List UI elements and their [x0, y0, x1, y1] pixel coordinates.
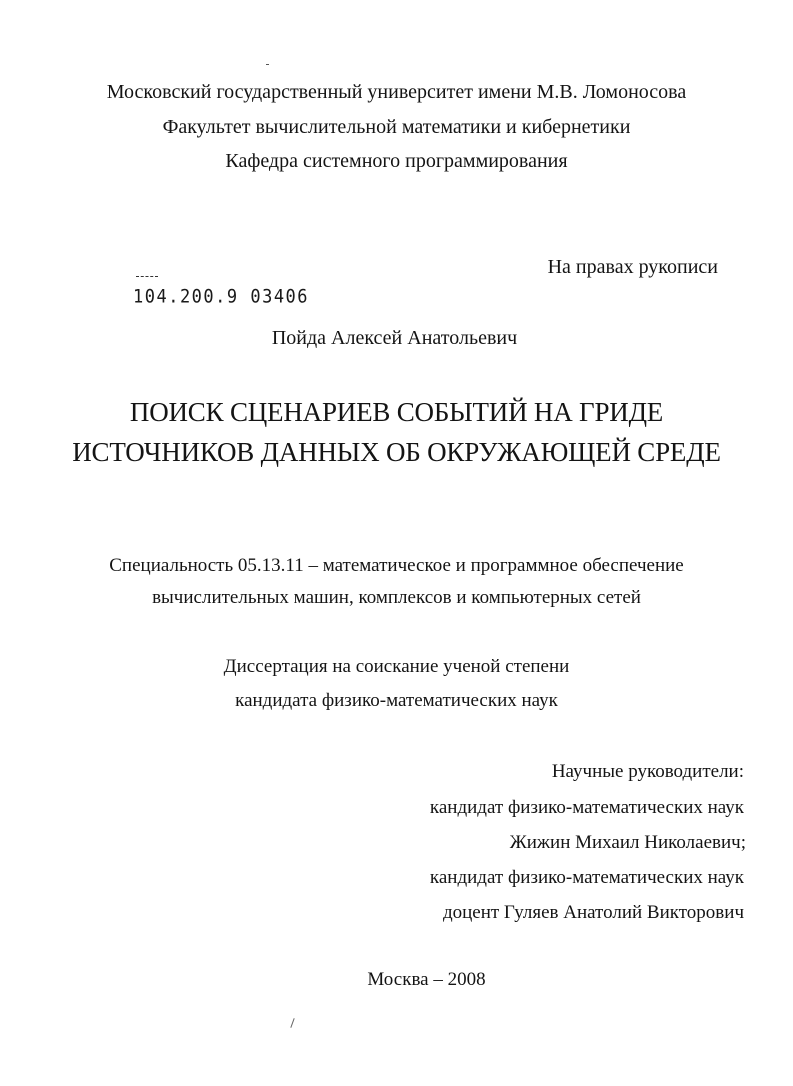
catalog-stamp: 104.200.9 03406 [133, 285, 310, 308]
scan-speck [266, 64, 269, 65]
author-name: Пойда Алексей Анатольевич [271, 327, 518, 349]
supervisor1-name: Жижин Михаил Николаевич; [509, 832, 746, 853]
stamp-mark [136, 276, 158, 279]
university-name: Московский государственный университет имени М.В. Ломоносова [106, 81, 687, 103]
specialty-line1: Специальность 05.13.11 – математическое и программное обеспечение [109, 555, 684, 576]
department-name: Кафедра системного программирования [225, 150, 568, 172]
thesis-title-line2: ИСТОЧНИКОВ ДАННЫХ ОБ ОКРУЖАЮЩЕЙ СРЕДЕ [72, 437, 721, 467]
manuscript-note: На правах рукописи [547, 256, 718, 278]
place-year: Москва – 2008 [367, 969, 486, 990]
degree-line1: Диссертация на соискание ученой степени [223, 656, 570, 677]
faculty-name: Факультет вычислительной математики и кибернетики [162, 116, 631, 138]
thesis-title-line1: ПОИСК СЦЕНАРИЕВ СОБЫТИЙ НА ГРИДЕ [129, 397, 664, 427]
specialty-line2: вычислительных машин, комплексов и компьютерных сетей [152, 587, 641, 608]
degree-line2: кандидата физико-математических наук [235, 690, 558, 711]
supervisor1-title: кандидат физико-математических наук [429, 797, 744, 818]
supervisors-heading: Научные руководители: [551, 761, 744, 782]
supervisor2-name: доцент Гуляев Анатолий Викторович [442, 902, 744, 923]
supervisor2-title: кандидат физико-математических наук [429, 867, 744, 888]
scan-speck [290, 1018, 294, 1028]
